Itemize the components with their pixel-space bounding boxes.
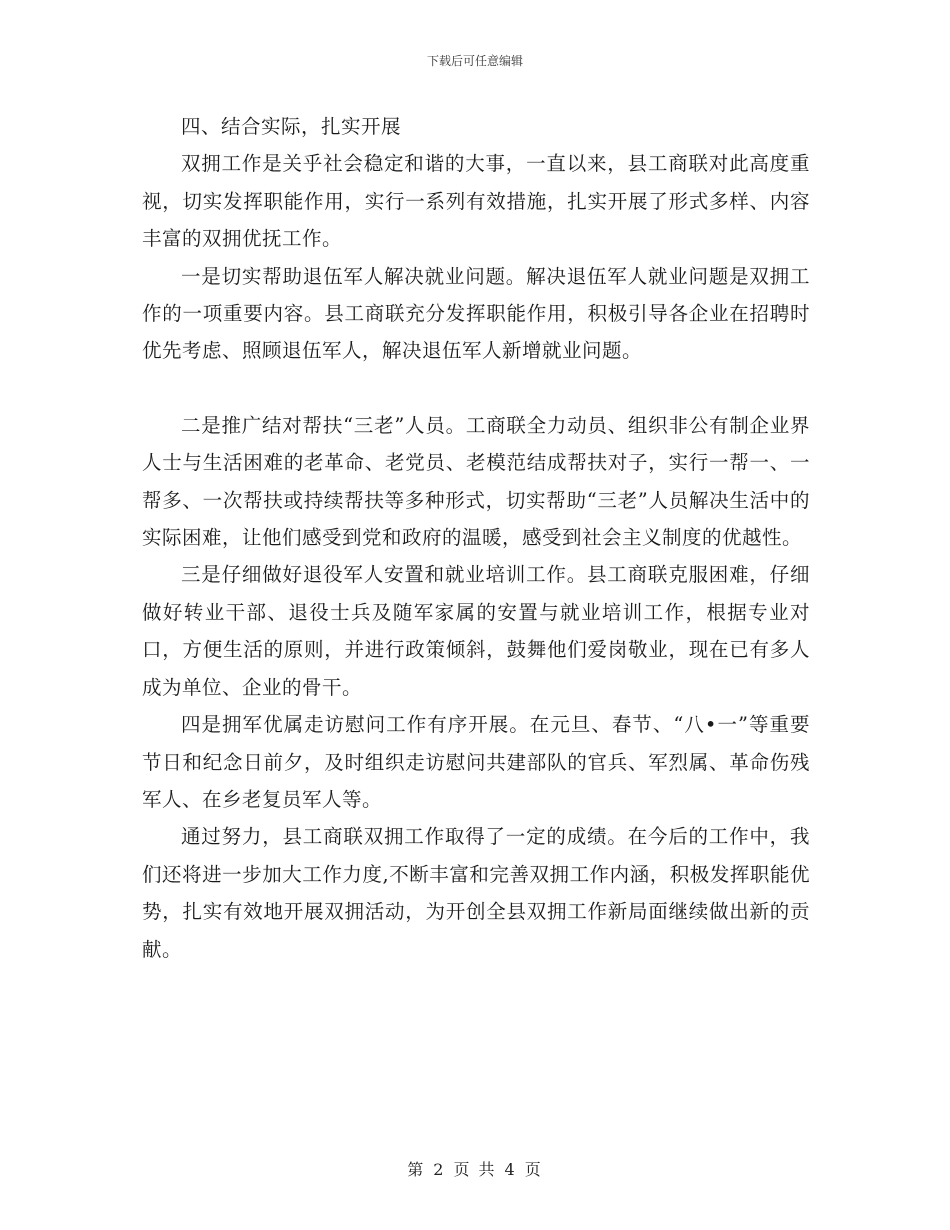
paragraph-visits: 四是拥军优属走访慰问工作有序开展。在元旦、春节、“八•一”等重要节日和纪念日前夕，及时组织走访慰问共建部队的官兵、军烈属、革命伤残军人、在乡老复员军人等。: [142, 713, 810, 811]
footer-page-number: 2: [433, 1160, 446, 1179]
section-heading: 四、结合实际，扎实开展: [181, 115, 402, 138]
page-number-footer: [0, 1157, 950, 1180]
footer-prefix: 第: [407, 1160, 426, 1179]
paragraph-three-elders: 二是推广结对帮扶“三老”人员。工商联全力动员、组织非公有制企业界人士与生活困难的老革命、老党员、老模范结成帮扶对子，实行一帮一、一帮多、一次帮扶或持续帮扶等多种形式，切实帮助“三老”人员解决生活中的实际困难，让他们感受到党和政府的温暖，感受到社会主义制度的优越性。: [142, 413, 810, 550]
document-body: [142, 108, 810, 968]
paragraph-employment: 一是切实帮助退伍军人解决就业问题。解决退伍军人就业问题是双拥工作的一项重要内容。县工商联充分发挥职能作用，积极引导各企业在招聘时优先考虑、照顾退伍军人，解决退伍军人新增就业问题。: [142, 264, 810, 363]
page-header-note: 下载后可任意编辑: [426, 54, 523, 68]
paragraph-conclusion: 通过努力，县工商联双拥工作取得了一定的成绩。在今后的工作中，我们还将进一步加大工作力度,不断丰富和完善双拥工作内涵，积极发挥职能优势，扎实有效地开展双拥活动，为开创全县双拥工作新局面继续做出新的贡献。: [142, 825, 810, 961]
footer-total-pages: 4: [504, 1160, 517, 1179]
paragraph-resettlement: 三是仔细做好退役军人安置和就业培训工作。县工商联克服困难，仔细做好转业干部、退役士兵及随军家属的安置与就业培训工作，根据专业对口，方便生活的原则，并进行政策倾斜，鼓舞他们爱岗敬业，现在已有多人成为单位、企业的骨干。: [142, 563, 810, 699]
footer-middle: 页 共: [453, 1160, 497, 1179]
paragraph-intro: 双拥工作是关乎社会稳定和谐的大事，一直以来，县工商联对此高度重视，切实发挥职能作用，实行一系列有效措施，扎实开展了形式多样、内容丰富的双拥优抚工作。: [142, 152, 810, 251]
footer-suffix: 页: [524, 1160, 543, 1179]
